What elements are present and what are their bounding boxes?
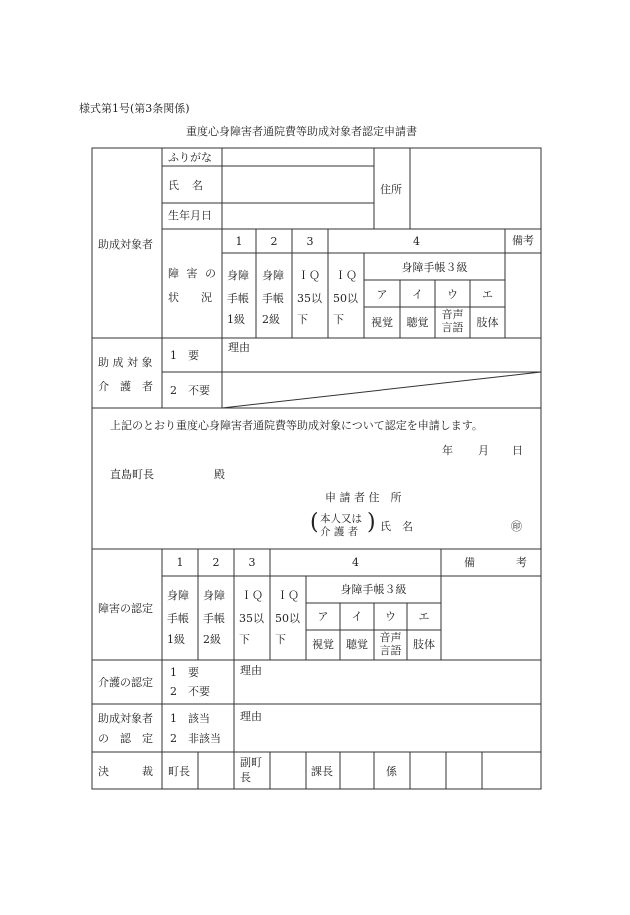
application-text: 上記のとおり重度心身障害者通院費等助成対象について認定を申請します。 xyxy=(110,419,483,432)
care-cert-need: 1 要 xyxy=(170,666,199,679)
addressee: 直島町長 xyxy=(110,468,154,481)
mayor-label: 町長 xyxy=(168,765,190,778)
office-type-hearing: 聴覚 xyxy=(346,638,368,651)
techo1-l2: 手帳 xyxy=(227,292,249,305)
applicant-address-label: 申 請 者 住 所 xyxy=(325,491,402,504)
disability-cert-label: 障害の認定 xyxy=(98,602,153,615)
col-num-3: 3 xyxy=(306,235,314,248)
techo2-l3: 2級 xyxy=(262,313,280,326)
office-type-speech: 言語 xyxy=(379,644,402,657)
office-iq50-l1: ＩＱ xyxy=(277,589,299,602)
office-iq50-l2: 50以 xyxy=(275,612,300,625)
care-need: 1 要 xyxy=(170,349,199,362)
eligible-not-applicable: 2 非該当 xyxy=(170,732,221,745)
office-kana-u: ウ xyxy=(385,610,396,623)
office-techo3-label: 身障手帳３級 xyxy=(340,583,407,596)
office-iq35-l1: ＩＱ xyxy=(241,589,263,602)
vice-mayor-l1: 副町 xyxy=(240,756,262,769)
date-month: 月 xyxy=(478,444,489,457)
form-title: 重度心身障害者通院費等助成対象者認定申請書 xyxy=(186,125,417,138)
eligible-label-2: の 認 定 xyxy=(98,732,153,745)
col-num-4: 4 xyxy=(413,235,420,248)
address-label: 住所 xyxy=(380,183,402,196)
staff-label: 係 xyxy=(386,765,397,778)
care-cert-reason: 理由 xyxy=(240,664,262,677)
kana-u: ウ xyxy=(447,288,458,301)
office-techo1-l3: 1級 xyxy=(167,633,185,646)
eligible-label-1: 助成対象者 xyxy=(98,712,153,725)
form-number: 様式第1号(第3条関係) xyxy=(79,102,190,115)
office-remarks-left: 備 xyxy=(464,556,475,569)
type-limb: 肢体 xyxy=(476,316,499,329)
office-iq50-l3: 下 xyxy=(275,633,286,646)
office-col-num-1: 1 xyxy=(176,556,184,569)
office-col-num-2: 2 xyxy=(212,556,220,569)
self-or-caregiver-2: 介 護 者 xyxy=(320,526,359,538)
kana-i: イ xyxy=(412,288,423,301)
name-label: 氏 名 xyxy=(168,179,204,192)
office-type-limb: 肢体 xyxy=(413,638,435,651)
caregiver-label-2: 介 護 者 xyxy=(98,380,153,393)
care-cert-no-need: 2 不要 xyxy=(170,685,210,698)
applicant-name-label: 氏 名 xyxy=(380,520,413,533)
honorific: 殿 xyxy=(214,468,225,481)
techo2-l1: 身障 xyxy=(262,269,284,282)
office-techo1-l2: 手帳 xyxy=(167,612,189,625)
office-type-visual: 視覚 xyxy=(312,638,334,651)
furigana-label: ふりがな xyxy=(168,151,212,164)
applicant-label: 助成対象者 xyxy=(98,238,153,251)
type-voice: 音声 xyxy=(441,308,464,321)
disability-status-label-1: 障 害 の xyxy=(168,267,218,280)
care-no-need: 2 不要 xyxy=(170,384,210,397)
self-or-caregiver-1: 本人又は xyxy=(320,513,362,525)
caregiver-label-1: 助 成 対 象 xyxy=(98,356,153,369)
decision-label: 決 裁 xyxy=(98,765,153,778)
type-speech: 言語 xyxy=(441,321,464,334)
office-kana-i: イ xyxy=(351,610,363,623)
care-reason-label: 理由 xyxy=(228,341,250,354)
office-iq35-l2: 35以 xyxy=(239,612,264,625)
close-paren: ) xyxy=(367,510,376,535)
iq50-l2: 50以 xyxy=(333,292,358,305)
office-kana-a: ア xyxy=(317,610,329,623)
eligible-applicable: 1 該当 xyxy=(170,712,210,725)
iq35-l3: 下 xyxy=(297,313,308,326)
office-remarks-right: 考 xyxy=(516,556,527,569)
seal-mark: ㊞ xyxy=(511,520,522,533)
office-techo1-l1: 身障 xyxy=(167,589,189,602)
techo3-label: 身障手帳３級 xyxy=(401,261,468,274)
date-year: 年 xyxy=(442,444,453,457)
birthdate-label: 生年月日 xyxy=(168,209,212,222)
type-visual: 視覚 xyxy=(371,316,393,329)
techo1-l1: 身障 xyxy=(227,269,249,282)
col-num-2: 2 xyxy=(270,235,278,248)
disability-status-label-2: 状 況 xyxy=(168,291,212,304)
open-paren: ( xyxy=(310,510,319,535)
office-techo2-l3: 2級 xyxy=(203,633,221,646)
iq50-l3: 下 xyxy=(333,313,344,326)
techo1-l3: 1級 xyxy=(227,313,245,326)
office-col-num-3: 3 xyxy=(248,556,256,569)
techo2-l2: 手帳 xyxy=(262,292,284,305)
iq35-l1: ＩＱ xyxy=(298,269,320,282)
eligible-reason: 理由 xyxy=(240,710,262,723)
office-iq35-l3: 下 xyxy=(239,633,250,646)
care-cert-label: 介護の認定 xyxy=(98,676,153,689)
office-kana-e: エ xyxy=(418,610,430,623)
office-type-voice: 音声 xyxy=(379,631,402,644)
type-hearing: 聴覚 xyxy=(406,316,429,329)
date-day: 日 xyxy=(512,444,523,457)
office-techo2-l1: 身障 xyxy=(203,589,225,602)
col-num-1: 1 xyxy=(235,235,243,248)
iq50-l1: ＩＱ xyxy=(335,269,357,282)
kana-e: エ xyxy=(482,288,493,301)
office-techo2-l2: 手帳 xyxy=(203,612,225,625)
office-col-num-4: 4 xyxy=(352,556,359,569)
remarks-label: 備考 xyxy=(512,234,534,247)
kana-a: ア xyxy=(376,288,388,301)
vice-mayor-l2: 長 xyxy=(240,771,251,784)
iq35-l2: 35以 xyxy=(297,292,322,305)
section-chief-label: 課長 xyxy=(311,765,333,778)
